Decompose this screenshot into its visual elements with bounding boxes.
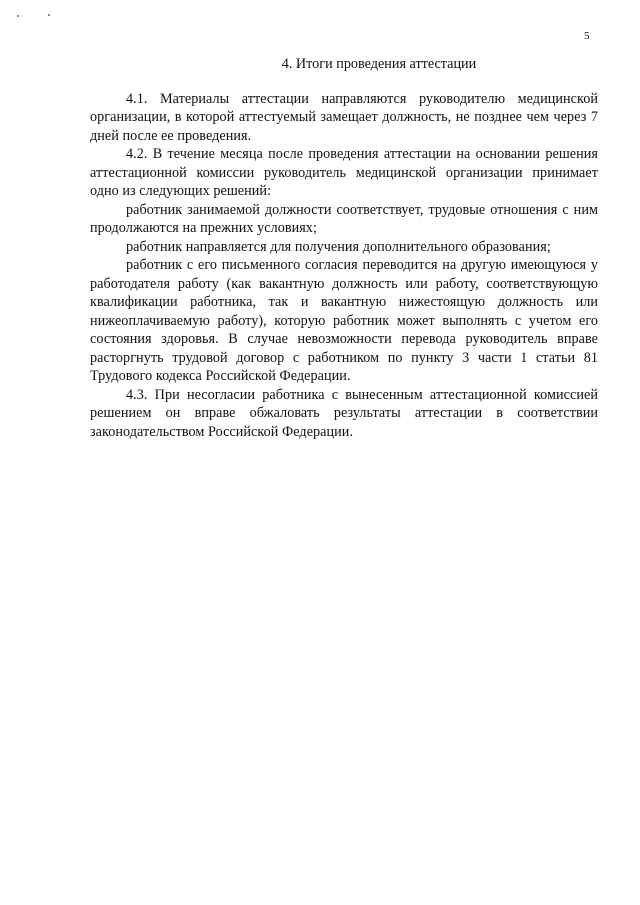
decision-option-2: работник направляется для получения дополнительного образования; — [126, 238, 551, 255]
paragraph-4-3: 4.3. При несогласии работника с вынесенным аттестационной комиссией решением он вправе обжаловать результаты аттестации в соответствии законодательством Российской Федерации. — [90, 386, 598, 440]
paragraph-4-2: 4.2. В течение месяца после проведения аттестации на основании решения аттестационной комиссии руководитель медицинской организации принимает одно из следующих решений: — [90, 146, 598, 199]
decision-option-3: работник с его письменного согласия переводится на другую имеющуюся у работодателя работу (как вакантную должность или работу, соответствующую квалификации работника, так и вакантную нижестоящую должность или нижеоплачиваемую работу), которую работник может выполнять с учетом его состояния здоровья. В случае невозможности перевода руководитель вправе расторгнуть трудовой договор с работником по пункту 3 части 1 статьи 81 Трудового кодекса Российской Федерации. — [90, 257, 598, 384]
scan-speck — [48, 14, 50, 16]
section-title: 4. Итоги проведения аттестации — [281, 56, 477, 72]
page-number: 5 — [584, 30, 590, 42]
scan-speck — [17, 15, 19, 17]
paragraph-4-1: 4.1. Материалы аттестации направляются руководителю медицинской организации, в которой аттестуемый замещает должность, не позднее чем через 7 дней после ее проведения. — [90, 90, 598, 144]
document-body — [90, 55, 598, 441]
decision-option-1: работник занимаемой должности соответствует, трудовые отношения с ним продолжаются на прежних условиях; — [90, 201, 598, 236]
